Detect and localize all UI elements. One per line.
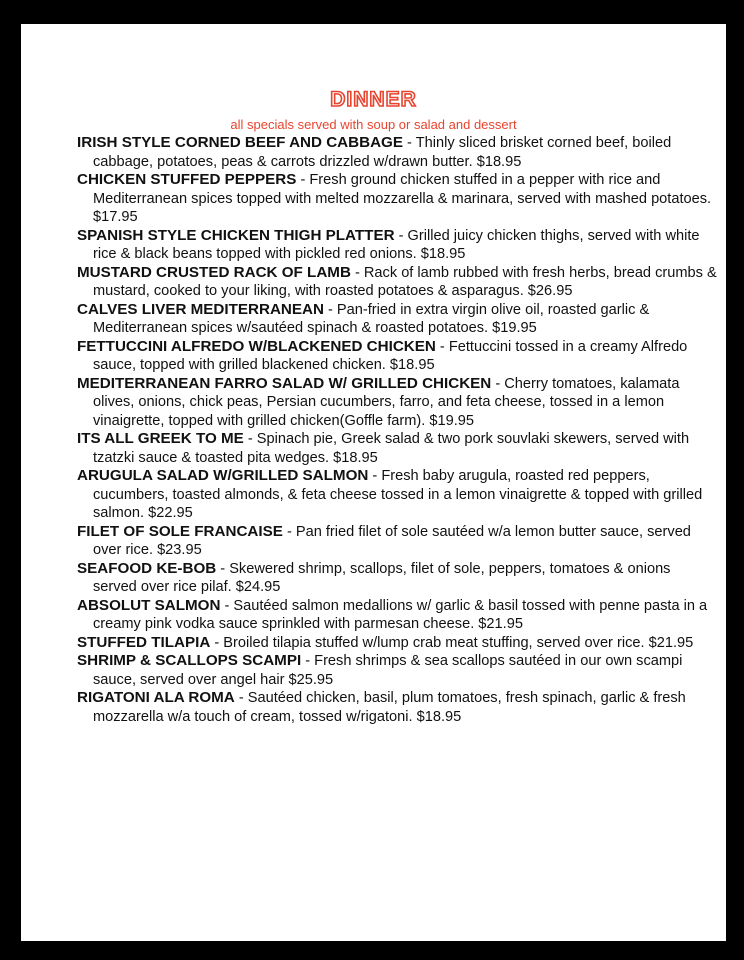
menu-item	[77, 375, 717, 431]
menu-item-name: CHICKEN STUFFED PEPPERS	[77, 171, 297, 188]
menu-item-description: - Spinach pie, Greek salad & two pork souvlaki skewers, served with tzatzki sauce & toasted pita wedges. $18.95	[93, 431, 690, 466]
menu-item	[77, 227, 717, 264]
menu-item	[77, 264, 717, 301]
menu-item	[77, 301, 717, 338]
menu-item-name: IRISH STYLE CORNED BEEF AND CABBAGE	[77, 134, 403, 151]
menu-page	[21, 24, 726, 941]
menu-item-name: SPANISH STYLE CHICKEN THIGH PLATTER	[77, 226, 395, 244]
menu-item-name: SHRIMP & SCALLOPS SCAMPI	[77, 652, 302, 669]
menu-item	[77, 467, 717, 523]
menu-item-description: - Grilled juicy chicken thighs, served with white rice & black beans topped with pickled red onions. $18.95	[93, 227, 700, 262]
menu-item-description: - Pan fried filet of sole sautéed w/a lemon butter sauce, served over rice. $23.95	[93, 523, 691, 558]
menu-item-name: RIGATONI ALA ROMA	[77, 689, 235, 706]
menu-item	[77, 523, 717, 560]
menu-item-list	[77, 134, 717, 726]
menu-item	[77, 430, 717, 467]
menu-item-description: - Pan-fried in extra virgin olive oil, roasted garlic & Mediterranean spices w/sautéed spinach & roasted potatoes. $19.95	[93, 301, 650, 336]
menu-item	[77, 689, 717, 726]
menu-item-description: - Rack of lamb rubbed with fresh herbs, bread crumbs & mustard, cooked to your liking, with roasted potatoes & asparagus. $26.95	[93, 264, 717, 299]
menu-item	[77, 597, 717, 634]
menu-item-name: MEDITERRANEAN FARRO SALAD W/ GRILLED CHICKEN	[77, 374, 492, 392]
menu-item-description: - Broiled tilapia stuffed w/lump crab meat stuffing, served over rice. $21.95	[210, 634, 694, 651]
menu-item-description: - Sautéed salmon medallions w/ garlic & basil tossed with penne pasta in a creamy pink vodka sauce sprinkled with parmesan cheese. $21.95	[93, 597, 708, 632]
menu-item-description: - Fresh baby arugula, roasted red peppers, cucumbers, toasted almonds, & feta cheese tossed in a lemon vinaigrette & topped with grilled salmon. $22.95	[93, 468, 703, 521]
menu-item-description: - Cherry tomatoes, kalamata olives, onions, chick peas, Persian cucumbers, farro, and feta cheese, tossed in a lemon vinaigrette, topped with grilled chicken(Goffle farm). $19.95	[93, 375, 680, 429]
menu-item-name: ARUGULA SALAD W/GRILLED SALMON	[77, 467, 369, 484]
menu-item-description: - Skewered shrimp, scallops, filet of sole, peppers, tomatoes & onions served over rice pilaf. $24.95	[93, 560, 671, 595]
menu-item-name: SEAFOOD KE-BOB	[77, 559, 217, 577]
menu-title: DINNER	[330, 88, 417, 111]
menu-item-description: - Sautéed chicken, basil, plum tomatoes, fresh spinach, garlic & fresh mozzarella w/a touch of cream, tossed w/rigatoni. $18.95	[93, 690, 686, 725]
menu-item-name: MUSTARD CRUSTED RACK OF LAMB	[77, 263, 351, 281]
menu-item-name: STUFFED TILAPIA	[77, 633, 211, 651]
menu-item	[77, 134, 717, 171]
menu-item-name: CALVES LIVER MEDITERRANEAN	[77, 300, 324, 318]
menu-item	[77, 338, 717, 375]
menu-subtitle: all specials served with soup or salad and dessert	[230, 117, 517, 132]
menu-item-name: FILET OF SOLE FRANCAISE	[77, 522, 283, 540]
menu-item-description: - Fresh ground chicken stuffed in a pepper with rice and Mediterranean spices topped with melted mozzarella & marinara, served with mashed potatoes. $17.95	[93, 172, 712, 225]
menu-item-name: ITS ALL GREEK TO ME	[77, 430, 244, 447]
menu-item	[77, 560, 717, 597]
menu-item-name: FETTUCCINI ALFREDO W/BLACKENED CHICKEN	[77, 337, 436, 355]
menu-item	[77, 634, 717, 653]
menu-item	[77, 652, 717, 689]
menu-item-description: - Thinly sliced brisket corned beef, boiled cabbage, potatoes, peas & carrots drizzled w/drawn butter. $18.95	[93, 135, 672, 170]
menu-item-name: ABSOLUT SALMON	[77, 596, 221, 614]
menu-item-description: - Fresh shrimps & sea scallops sautéed in our own scampi sauce, served over angel hair $25.95	[93, 653, 683, 688]
menu-item	[77, 171, 717, 227]
menu-item-description: - Fettuccini tossed in a creamy Alfredo sauce, topped with grilled blackened chicken. $18.95	[93, 338, 688, 373]
